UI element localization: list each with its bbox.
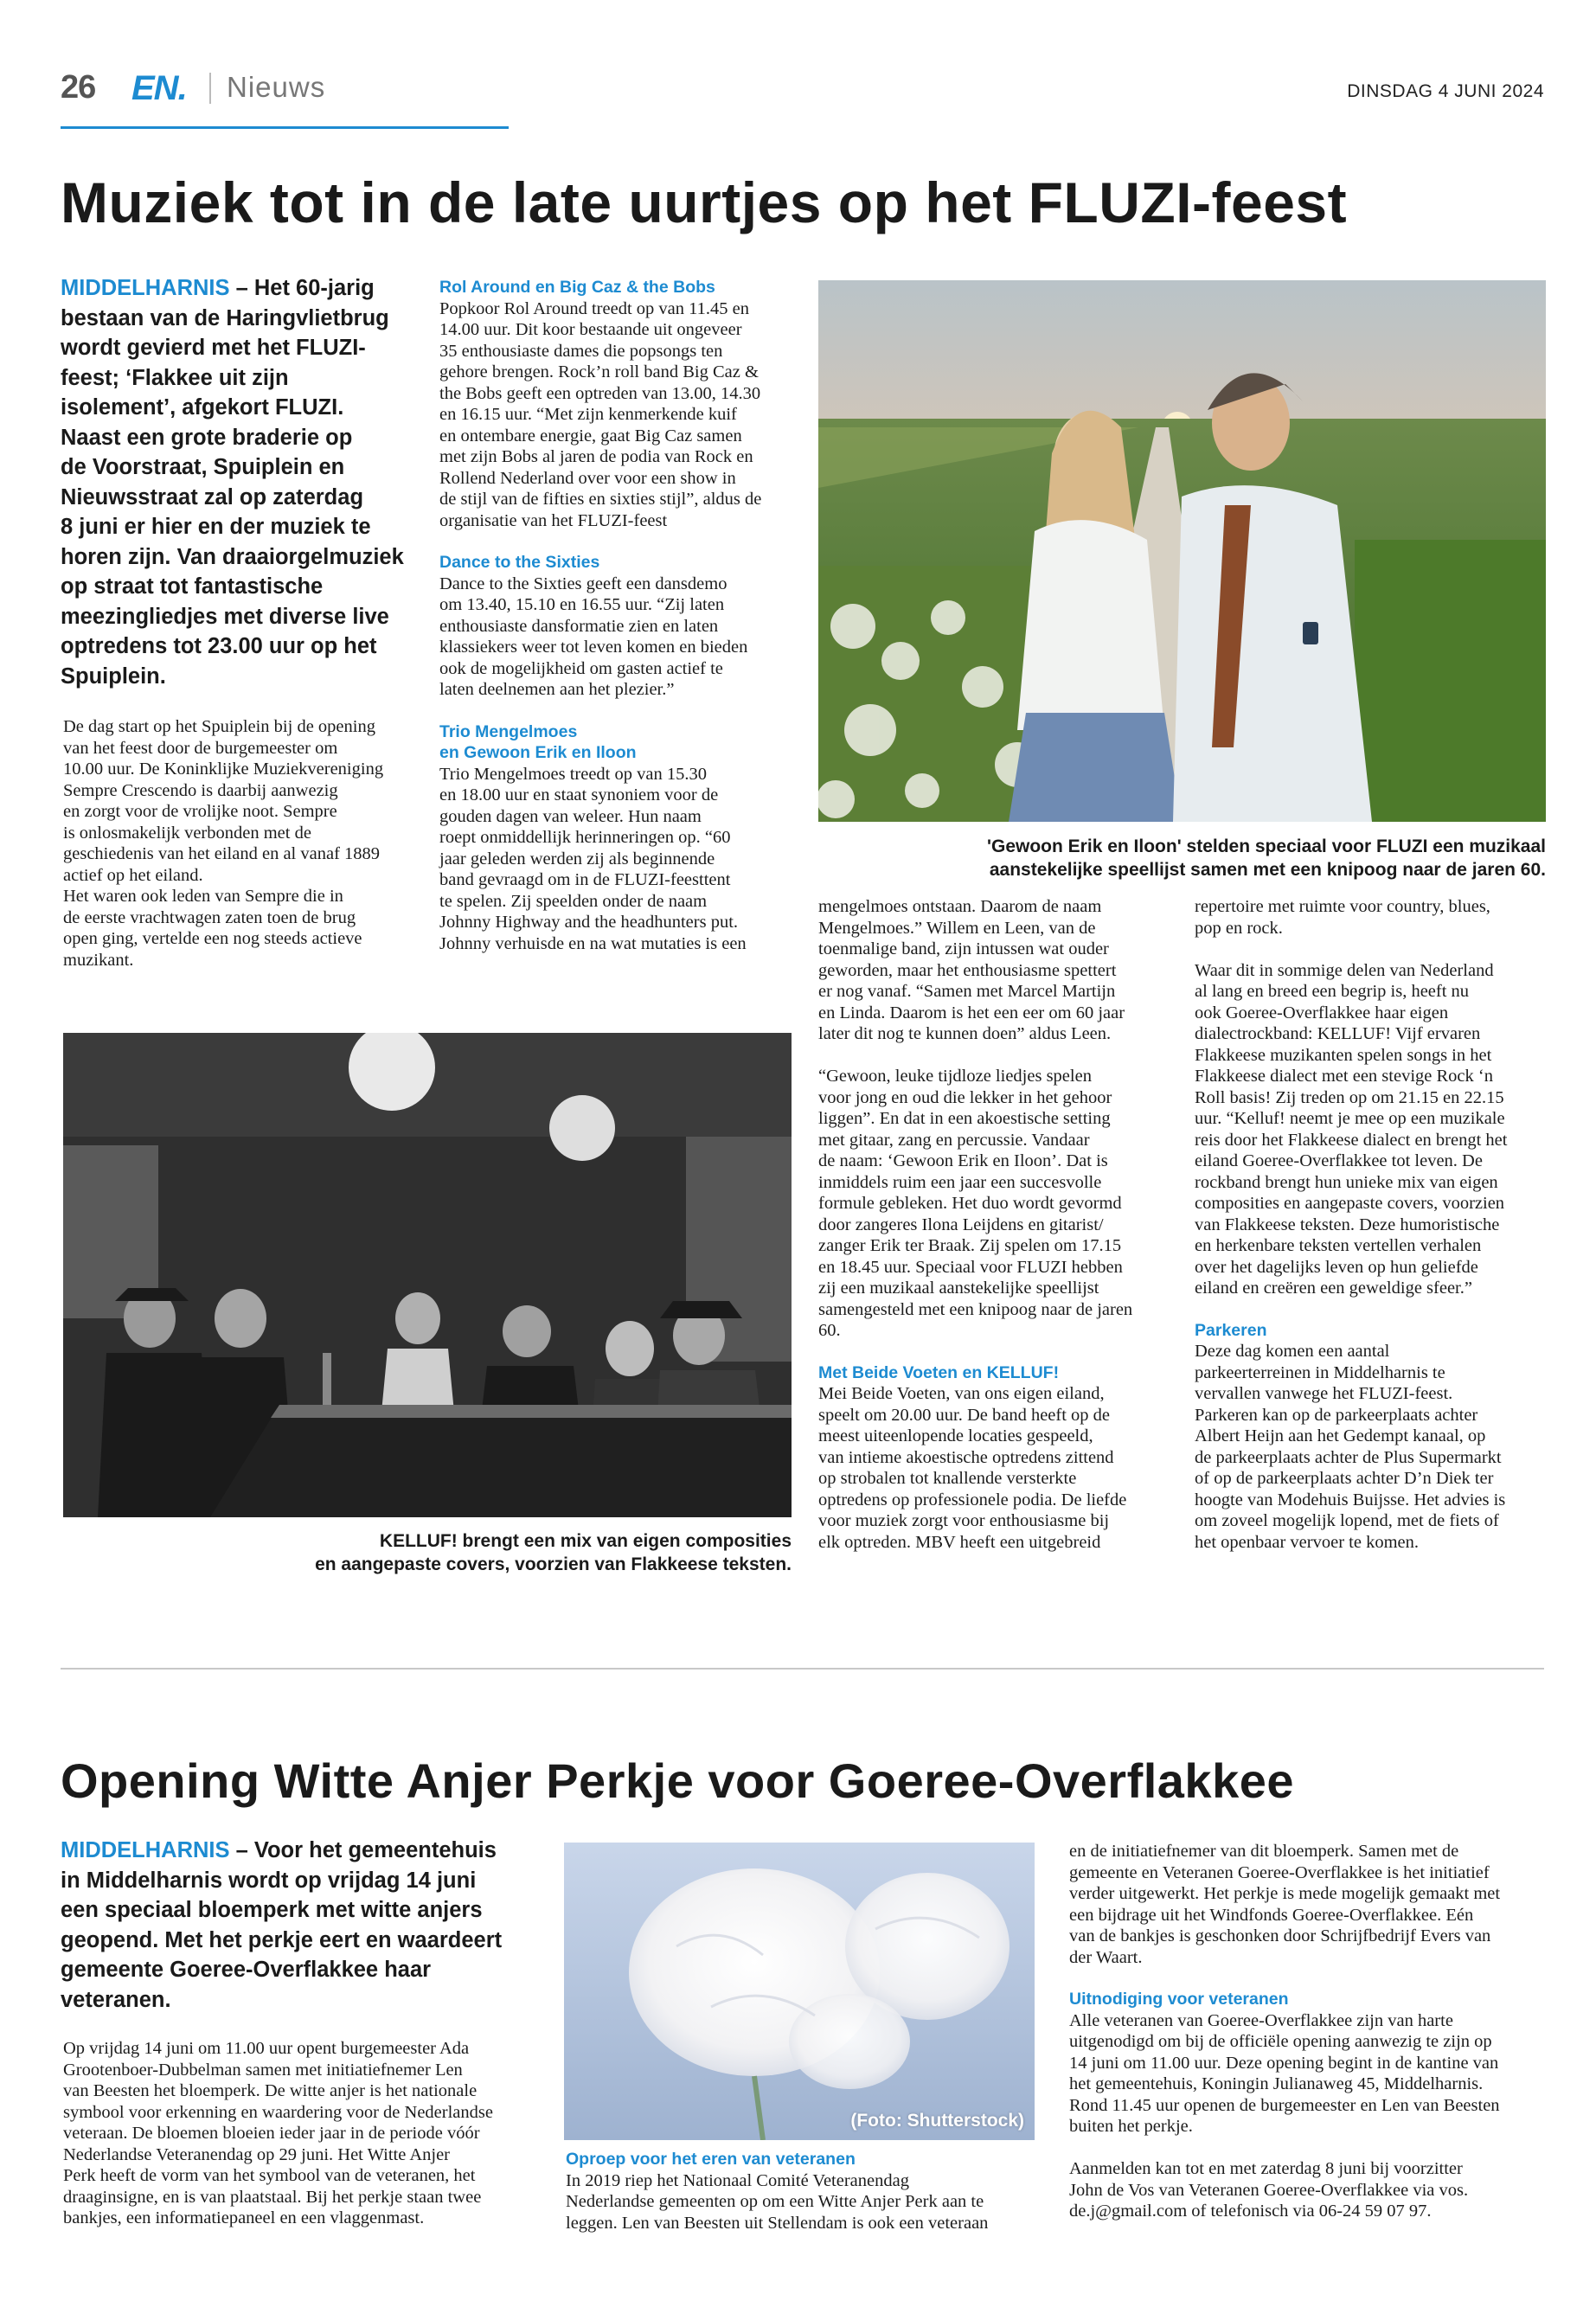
subhead-oproep: Oproep voor het eren van veteranen: [566, 2150, 856, 2169]
article1-col2: [439, 277, 803, 954]
body-parkeren: Deze dag komen een aantal parkeerterreinen in Middelharnis te vervallen vanwege het FLUZI-feest. Parkeren kan op de parkeerplaats achter Albert Heijn aan het Gedempt kanaal, op de parkeerplaats achter de Plus Supermarkt of op de parkeerplaats achter D’n Diek ter hoogte van Modehuis Buijsse. Het advies is om zoveel mogelijk lopend, met de fiets of het openbaar vervoer te komen.: [1195, 1342, 1506, 1552]
article1-dateline: MIDDELHARNIS: [61, 276, 230, 300]
body-trio-mengelmoes: Trio Mengelmoes treedt op van 15.30 en 18.00 uur en staat synoniem voor de gouden dagen van weleer. Hun naam roept onmiddellijk herinneringen op. “60 jaar geleden werden zij als beginnende band gevraagd om in de FLUZI-feesttent te spelen. Zij speelden onder de naam Johnny Highway and the headhunters put. Johnny verhuisde en na wat mutaties is een: [439, 764, 747, 953]
body-rol-around: Popkoor Rol Around treedt op van 11.45 en 14.00 uur. Dit koor bestaande uit ongeveer 35 enthousiaste dames die popsongs ten gehore brengen. Rock’n roll band Big Caz & the Bobs geeft een optreden van 13.00, 14.30 en 16.15 uur. “Met zijn kenmerkende kuif en ontembare energie, gaat Big Caz samen met zijn Bobs al jaren de podia van Rock en Rollend Nederland over voor een show in de stijl van de fifties en sixties stijl”, aldus de organisatie van het FLUZI-feest: [439, 298, 762, 530]
en-logo: EN.: [131, 69, 187, 107]
article1-intro: [61, 273, 407, 691]
photo-kelluf-band: [63, 1033, 792, 1517]
article2-intro: [61, 1836, 545, 2015]
photo-credit: (Foto: Shutterstock): [850, 2111, 1024, 2131]
article2-dateline: MIDDELHARNIS: [61, 1838, 230, 1862]
header-divider: [209, 73, 211, 104]
subhead-uitnodiging: Uitnodiging voor veteranen: [1069, 1990, 1289, 2009]
article-divider: [61, 1668, 1544, 1670]
article2-intro-text: – Voor het gemeentehuis in Middelharnis wordt op vrijdag 14 juni een speciaal bloemperk met witte anjers geopend. Met het perkje eert en waardeert gemeente Goeree-Overflakkee haar veteranen.: [61, 1838, 503, 2012]
article2-col3: [1069, 1841, 1554, 2222]
article1-col1-body: De dag start op het Spuiplein bij de opening van het feest door de burgemeester om 10.00 uur. De Koninklijke Muziekvereniging Sempre Crescendo is daarbij aanwezig en zorgt voor de vrolijke noot. Sempre is onlosmakelijk verbonden met de geschiedenis van het eiland en al vanaf 1889 actief op het eiland. Het waren ook leden van Sempre die in de eerste vrachtwagen zaten toen de brug open ging, vertelde een nog steeds actieve muzikant.: [63, 717, 384, 970]
page-number: 26: [61, 69, 96, 106]
subhead-rol-around: Rol Around en Big Caz & the Bobs: [439, 278, 715, 297]
body-oproep: In 2019 riep het Nationaal Comité Veteranendag Nederlandse gemeenten op om een Witte Anjer Perk aan te leggen. Len van Beesten uit Stellendam is ook een veteraan: [566, 2170, 989, 2233]
article1-col4: [1195, 896, 1558, 1553]
issue-date: DINSDAG 4 JUNI 2024: [1347, 81, 1544, 101]
article1-headline: Muziek tot in de late uurtjes op het FLUZI-feest: [61, 170, 1348, 234]
photo2-caption: KELLUF! brengt een mix van eigen composities en aangepaste covers, voorzien van Flakkeese teksten.: [315, 1531, 792, 1574]
section-label: Nieuws: [227, 71, 326, 103]
subhead-met-beide-voeten: Met Beide Voeten en KELLUF!: [818, 1362, 1060, 1382]
photo1-caption: 'Gewoon Erik en Iloon' stelden speciaal voor FLUZI een muzikaal aanstekelijke speellijst samen met een knipoog naar de jaren 60.: [987, 836, 1546, 880]
article2-col1-body: Op vrijdag 14 juni om 11.00 uur opent burgemeester Ada Grootenboer-Dubbelman samen met initiatiefnemer Len van Beesten het bloemperk. De witte anjer is het nationale symbool voor erkenning en waardering voor de Nederlandse veteraan. De bloemen bloeien ieder jaar in de periode vóór Nederlandse Veteranendag op 29 juni. Het Witte Anjer Perk heeft de vorm van het symbool van de veteranen, het draaginsigne, en is van plaatstaal. Bij het perkje staan twee bankjes, een informatiepaneel en een vlaggenmast.: [63, 2039, 493, 2227]
article2-col2: [566, 2149, 1050, 2234]
body-dance-sixties: Dance to the Sixties geeft een dansdemo om 13.40, 15.10 en 16.55 uur. “Zij laten enthousiaste dansformatie zien en laten klassiekers weer tot leven komen en bieden ook de mogelijkheid om gasten actief te laten deelnemen aan het plezier.”: [439, 574, 748, 699]
body-met-beide-voeten: Mei Beide Voeten, van ons eigen eiland, speelt om 20.00 uur. De band heeft op de meest uiteenlopende locaties gespeeld, van intieme akoestische optredens zittend op strobalen tot knallende versterkte optredens op professionele podia. De liefde voor muziek zorgt voor enthousiasme bij elk optreden. MBV heeft een uitgebreid: [818, 1384, 1127, 1552]
body-kelluf: repertoire met ruimte voor country, blues, pop en rock. Waar dit in sommige delen van Nederland al lang en breed een begrip is, heeft nu ook Goeree-Overflakkee haar eigen dialectrockband: KELLUF! Vijf ervaren Flakkeese muzikanten spelen songs in het Flakkeese dialect met een stevige Rock ‘n Roll basis! Zij treden op om 21.15 en 22.15 uur. “Kelluf! neemt je mee op een muzikale reis door het Flakkeese dialect en brengt het eiland Goeree-Overflakkee tot leven. De rockband brengt hun unieke mix van eigen composities en aangepaste covers, voorzien van Flakkeese teksten. Deze humoristische en herkenbare teksten vertellen verhalen over het dagelijks leven op hun geliefde eiland en creëren een geweldige sfeer.”: [1195, 897, 1508, 1298]
body-mengelmoes: mengelmoes ontstaan. Daarom de naam Mengelmoes.” Willem en Leen, van de toenmalige band, zijn intussen wat ouder geworden, maar het enthousiasme spettert er nog vanaf. “Samen met Marcel Martijn en Linda. Daarom is het een eer om 60 jaar later dit nog te kunnen doen” aldus Leen. “Gewoon, leuke tijdloze liedjes spelen voor jong en oud die lekker in het gehoor liggen”. En dat in een akoestische setting met gitaar, zang en percussie. Vandaar de naam: ‘Gewoon Erik en Iloon’. Dat is inmiddels ruim een jaar een succesvolle formule gebleken. Het duo wordt gevormd door zangeres Ilona Leijdens en gitarist/ zanger Erik ter Braak. Zij spelen om 17.15 en 18.45 uur. Speciaal voor FLUZI hebben zij een muzikaal aanstekelijke speellijst samengesteld met een knipoog naar de jaren 60.: [818, 897, 1133, 1340]
body-uitnodiging: Alle veteranen van Goeree-Overflakkee zijn van harte uitgenodigd om bij de officiële opening aanwezig te zijn op 14 juni om 11.00 uur. Deze opening begint in de kantine van het gemeentehuis, Koningin Julianaweg 45, Middelharnis. Rond 11.45 uur openen de burgemeester en Len van Beesten buiten het perkje. Aanmelden kan tot en met zaterdag 8 juni bij voorzitter John de Vos van Veteranen Goeree-Overflakkee via vos. de.j@gmail.com of telefonisch via 06-24 59 07 97.: [1069, 2010, 1500, 2221]
subhead-parkeren: Parkeren: [1195, 1320, 1267, 1340]
photo-gewoon-erik-en-iloon: [818, 280, 1546, 822]
subhead-trio-mengelmoes: Trio Mengelmoes en Gewoon Erik en Iloon: [439, 721, 637, 762]
article2-headline: Opening Witte Anjer Perkje voor Goeree-Overflakkee: [61, 1753, 1295, 1808]
subhead-dance-sixties: Dance to the Sixties: [439, 553, 600, 572]
header-rule: [61, 126, 509, 129]
article1-intro-text: – Het 60-jarig bestaan van de Haringvlietbrug wordt gevierd met het FLUZI- feest; ‘Flakkee uit zijn isolement’, afgekort FLUZI. Naast een grote braderie op de Voorstraat, Spuiplein en Nieuwsstraat zal op zaterdag 8 juni er hier en der muziek te horen zijn. Van draaiorgelmuziek op straat tot fantastische meezingliedjes met diverse live optredens tot 23.00 uur op het Spuiplein.: [61, 276, 404, 689]
article1-col3: [818, 896, 1182, 1553]
photo-witte-anjer: [564, 1843, 1035, 2140]
body-initiatiefnemer: en de initiatiefnemer van dit bloemperk. Samen met de gemeente en Veteranen Goeree-Overflakkee is het initiatief verder uitgewerkt. Het perkje is mede mogelijk gemaakt met een bijdrage uit het Windfonds Goeree-Overflakkee. Eén van de bankjes is geschonken door Schrijfbedrijf Evers van der Waart.: [1069, 1842, 1501, 1967]
